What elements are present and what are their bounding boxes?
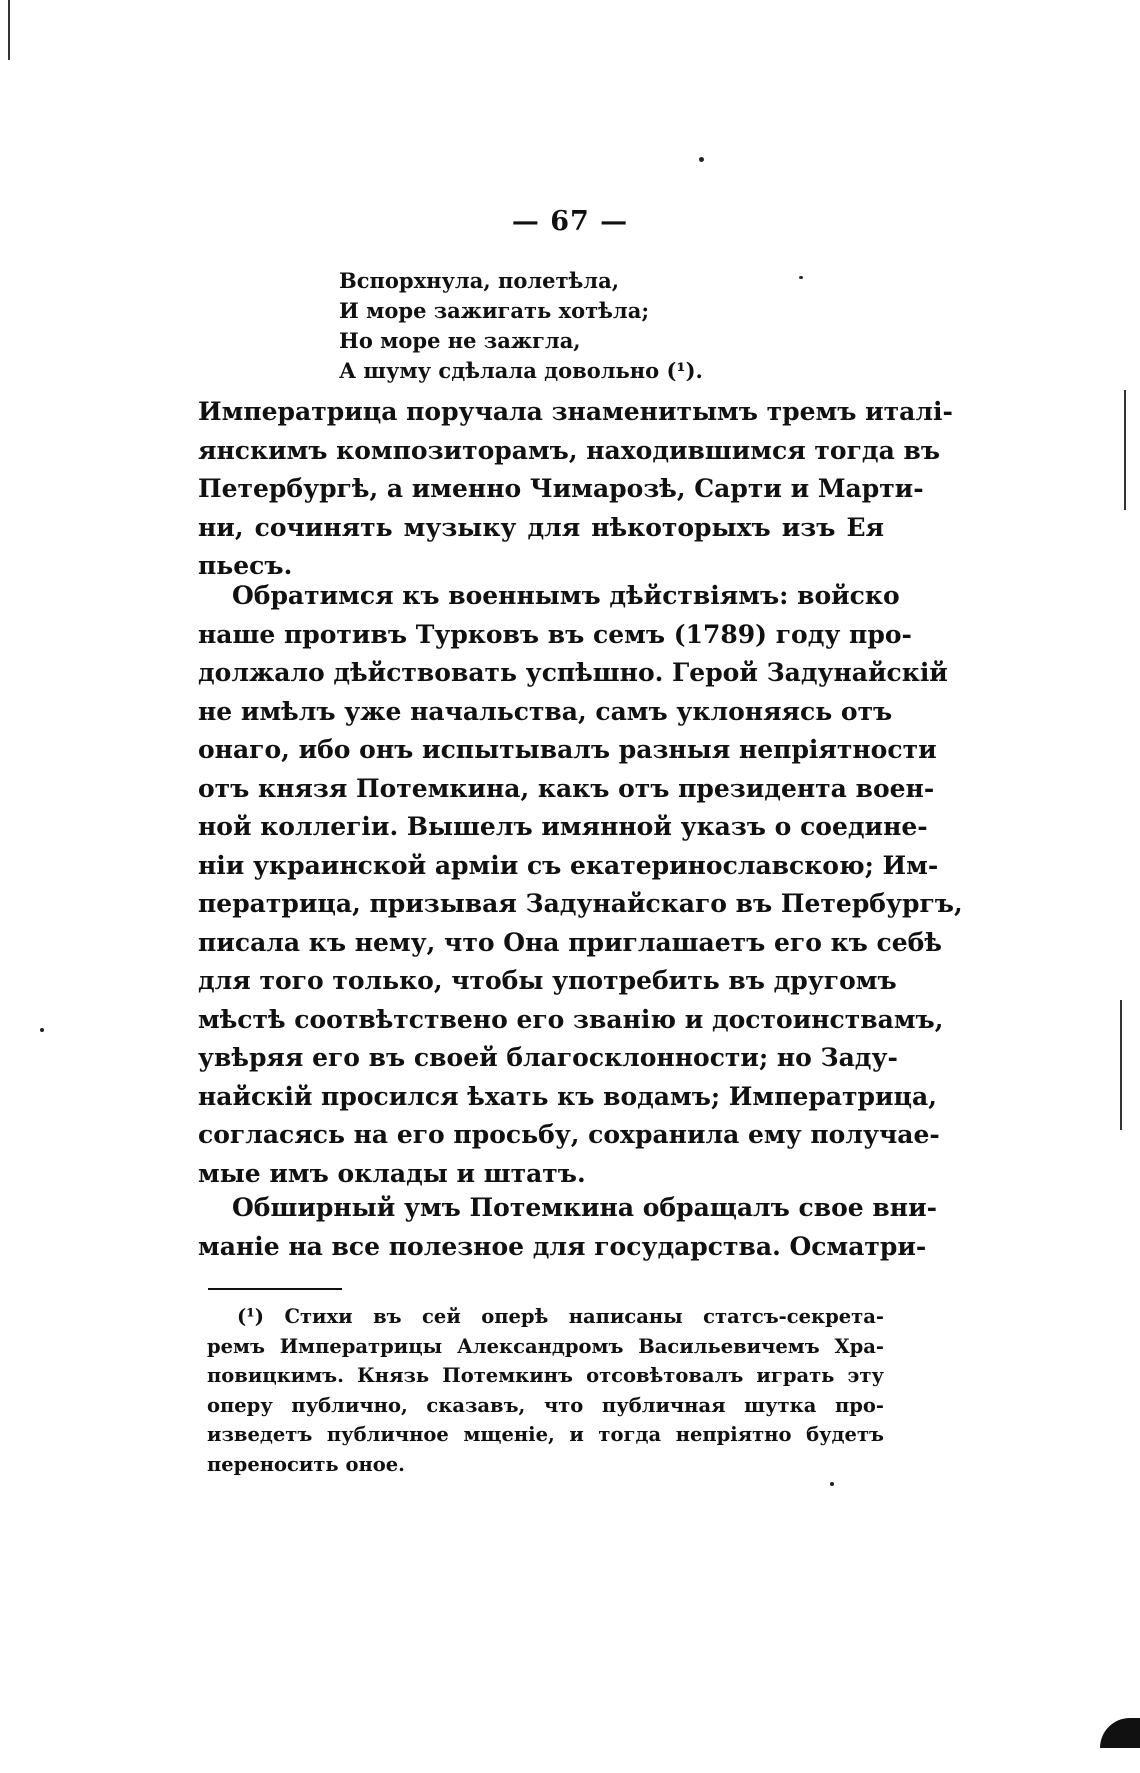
text-line: увѣряя его въ своей благосклонности; но Заду- (198, 1043, 898, 1072)
text-line: Обратимся къ военнымъ дѣйствіямъ: войско (232, 581, 900, 610)
verse-line: Но море не зажгла, (339, 328, 581, 353)
text-line: мѣстѣ соотвѣтствено его званію и достоинствамъ, (198, 1004, 944, 1034)
text-line: ніи украинской арміи съ екатеринославскою; Им- (198, 850, 939, 880)
verse-line: А шуму сдѣлала довольно (¹). (339, 358, 703, 383)
page-number: — 67 — (511, 206, 629, 237)
text-line: Обширный умъ Потемкина обращалъ свое вни- (232, 1193, 937, 1222)
text-line: янскимъ композиторамъ, находившимся тогда въ (198, 435, 941, 465)
text-line: ператрица, призывая Задунайскаго въ Петербургъ, (198, 889, 963, 918)
paragraph-3 (198, 1189, 937, 1266)
text-line: отъ князя Потемкина, какъ отъ президента воен- (198, 773, 935, 803)
footnote-line: переносить оное. (207, 1452, 405, 1476)
text-line: маніе на все полезное для государства. Осматри- (198, 1231, 927, 1261)
text-line: для того только, чтобы употребить въ другомъ (198, 966, 897, 995)
text-line: найскій просился ѣхать къ водамъ; Императрица, (198, 1081, 937, 1111)
text-line: мые имъ оклады и штатъ. (198, 1158, 586, 1188)
scan-edge-mark (1124, 390, 1126, 510)
verse-line: И море зажигать хотѣла; (339, 298, 650, 323)
scan-speck (830, 1482, 834, 1486)
scan-speck (40, 1028, 44, 1032)
text-line: должало дѣйствовать успѣшно. Герой Задунайскій (198, 658, 948, 687)
footnote-line: оперу публично, сказавъ, что публичная шутка про- (207, 1393, 884, 1417)
text-line: Императрица поручала знаменитымъ тремъ италі- (198, 397, 953, 426)
verse-block (339, 266, 859, 386)
scan-speck (799, 276, 803, 279)
paragraph-2 (198, 577, 963, 1193)
paragraph-1 (198, 393, 953, 586)
scan-edge-mark (1120, 1000, 1122, 1130)
footnote-line: (¹) Стихи въ сей оперѣ написаны статсъ-секрета- (237, 1305, 884, 1328)
scan-speck (699, 157, 704, 162)
footnote-line: повицкимъ. Князь Потемкинъ отсовѣтовалъ играть эту (207, 1364, 884, 1387)
scan-edge-mark (1100, 1718, 1140, 1748)
text-line: ной коллегіи. Вышелъ имянной указъ о соедине- (198, 812, 928, 841)
footnote-line: изведетъ публичное мщеніе, и тогда непріятно будетъ (207, 1423, 884, 1446)
footnote (207, 1302, 884, 1479)
text-line: онаго, ибо онъ испытывалъ разныя непріятности (198, 735, 937, 764)
text-line: не имѣлъ уже начальства, самъ уклоняясь отъ (198, 696, 893, 726)
text-line: писала къ нему, что Она приглашаетъ его къ себѣ (198, 927, 942, 957)
verse-line: Вспорхнула, полетѣла, (339, 268, 620, 293)
text-line: наше противъ Турковъ въ семъ (1789) году про- (198, 619, 912, 649)
text-line: ни, сочинять музыку для нѣкоторыхъ изъ Ея (198, 512, 884, 542)
text-line: согласясь на его просьбу, сохранила ему получае- (198, 1120, 940, 1149)
footnote-divider (208, 1288, 342, 1290)
footnote-line: ремъ Императрицы Александромъ Васильевичемъ Хра- (207, 1334, 884, 1358)
text-line: пьесъ. (198, 551, 293, 580)
text-line: Петербургѣ, а именно Чимарозѣ, Сарти и Марти- (198, 474, 924, 503)
scan-edge-mark (8, 0, 10, 60)
